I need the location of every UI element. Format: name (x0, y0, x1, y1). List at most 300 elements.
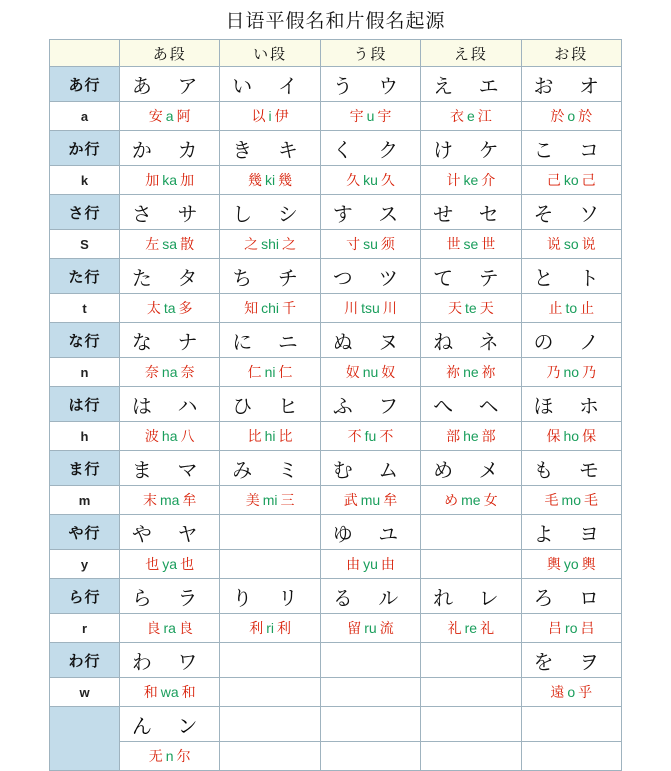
empty-cell (320, 643, 420, 678)
origin-cell (120, 422, 220, 451)
origin-cell (320, 166, 420, 195)
empty-cell (421, 742, 521, 771)
column-header-e: え段 (421, 40, 521, 67)
origin-hiragana-kanji: め (444, 492, 459, 508)
kana-cell: を ヲ (521, 643, 621, 678)
row-romaji-0: a (50, 102, 120, 131)
origin-hiragana-kanji: 於 (550, 108, 565, 124)
table-row-origin (50, 294, 622, 323)
origin-romaji: i (268, 108, 272, 124)
table-row-tail (50, 707, 622, 742)
table-row-origin (50, 358, 622, 387)
origin-romaji: na (161, 364, 178, 380)
origin-cell (120, 294, 220, 323)
origin-katakana-kanji: 毛 (584, 492, 598, 508)
column-header-i: い段 (220, 40, 320, 67)
origin-romaji: tsu (361, 300, 380, 316)
origin-hiragana-kanji: 太 (146, 300, 161, 316)
origin-hiragana-kanji: 祢 (446, 364, 461, 380)
kana-cell: ち チ (220, 259, 320, 294)
kana-cell: く ク (320, 131, 420, 166)
origin-romaji: ki (265, 172, 276, 188)
kana-cell: け ケ (421, 131, 521, 166)
origin-romaji: me (461, 492, 481, 508)
kana-cell: ぬ ヌ (320, 323, 420, 358)
origin-hiragana-kanji: 世 (446, 236, 461, 252)
origin-cell (120, 102, 220, 131)
header-corner (50, 40, 120, 67)
origin-hiragana-kanji: 说 (546, 236, 561, 252)
origin-romaji: ko (563, 172, 579, 188)
origin-hiragana-kanji: 天 (448, 300, 463, 316)
kana-cell: お オ (521, 67, 621, 102)
row-header-5: は行 (50, 387, 120, 422)
origin-hiragana-kanji: 保 (546, 428, 561, 444)
origin-romaji: mi (262, 492, 278, 508)
origin-cell (120, 230, 220, 259)
empty-cell (220, 515, 320, 550)
origin-cell (521, 166, 621, 195)
row-header-0: あ行 (50, 67, 120, 102)
table-row-origin (50, 230, 622, 259)
origin-hiragana-kanji: 之 (244, 236, 259, 252)
table-row (50, 579, 622, 614)
origin-hiragana-kanji: 美 (245, 492, 260, 508)
origin-katakana-kanji: 幾 (278, 172, 293, 188)
origin-hiragana-kanji: 末 (142, 492, 157, 508)
origin-katakana-kanji: 己 (581, 172, 596, 188)
origin-romaji: yu (363, 556, 378, 572)
origin-romaji: se (463, 236, 479, 252)
origin-cell (521, 486, 621, 515)
origin-katakana-kanji: 輿 (581, 556, 596, 572)
origin-hiragana-kanji: 和 (143, 684, 158, 700)
origin-hiragana-kanji: 毛 (544, 492, 559, 508)
table-header-row (50, 40, 622, 67)
kana-cell: ほ ホ (521, 387, 621, 422)
origin-katakana-kanji: 之 (282, 236, 297, 252)
row-romaji-7: y (50, 550, 120, 579)
origin-cell (421, 230, 521, 259)
origin-romaji: o (567, 108, 576, 124)
empty-cell (421, 643, 521, 678)
origin-hiragana-kanji: 奈 (144, 364, 159, 380)
origin-cell (521, 358, 621, 387)
origin-katakana-kanji: 和 (181, 684, 196, 700)
origin-romaji: hi (264, 428, 276, 444)
kana-cell: さ サ (120, 195, 220, 230)
origin-hiragana-kanji: 己 (546, 172, 561, 188)
origin-cell (421, 358, 521, 387)
table-row (50, 451, 622, 486)
kana-cell: つ ツ (320, 259, 420, 294)
origin-katakana-kanji: 部 (481, 428, 496, 444)
origin-katakana-kanji: 尔 (176, 748, 191, 764)
kana-cell: り リ (220, 579, 320, 614)
kana-cell: い イ (220, 67, 320, 102)
origin-hiragana-kanji: 留 (347, 620, 362, 636)
origin-katakana-kanji: 久 (380, 172, 395, 188)
row-romaji-1: k (50, 166, 120, 195)
origin-cell (220, 486, 320, 515)
origin-romaji: ni (264, 364, 276, 380)
origin-hiragana-kanji: 衣 (449, 108, 464, 124)
kana-cell: こ コ (521, 131, 621, 166)
kana-cell: せ セ (421, 195, 521, 230)
origin-romaji: ma (159, 492, 180, 508)
origin-cell (120, 678, 220, 707)
kana-cell: す ス (320, 195, 420, 230)
table-row (50, 259, 622, 294)
origin-romaji: sa (162, 236, 178, 252)
kana-cell: ふ フ (320, 387, 420, 422)
origin-cell (320, 358, 420, 387)
row-romaji-8: r (50, 614, 120, 643)
kana-cell: ね ネ (421, 323, 521, 358)
origin-hiragana-kanji: 幾 (248, 172, 263, 188)
origin-cell (320, 102, 420, 131)
origin-cell (521, 614, 621, 643)
origin-cell (220, 230, 320, 259)
origin-romaji: mo (561, 492, 581, 508)
origin-katakana-kanji: 江 (477, 108, 492, 124)
kana-cell: へ ヘ (421, 387, 521, 422)
origin-hiragana-kanji: 宇 (349, 108, 364, 124)
origin-romaji: so (563, 236, 579, 252)
origin-cell (220, 166, 320, 195)
empty-cell (421, 678, 521, 707)
origin-romaji: mu (360, 492, 381, 508)
origin-hiragana-kanji: 波 (144, 428, 159, 444)
empty-cell (220, 707, 320, 742)
table-row (50, 387, 622, 422)
kana-cell: も モ (521, 451, 621, 486)
origin-romaji: shi (261, 236, 280, 252)
row-romaji-9: w (50, 678, 120, 707)
empty-cell (220, 550, 320, 579)
origin-hiragana-kanji: 部 (446, 428, 461, 444)
origin-cell (220, 422, 320, 451)
origin-cell (320, 614, 420, 643)
kana-cell: ら ラ (120, 579, 220, 614)
origin-hiragana-kanji: 以 (251, 108, 266, 124)
origin-katakana-kanji: 女 (483, 492, 498, 508)
origin-hiragana-kanji: 也 (145, 556, 160, 572)
origin-hiragana-kanji: 由 (346, 556, 361, 572)
kana-cell: よ ヨ (521, 515, 621, 550)
origin-romaji: ka (162, 172, 178, 188)
origin-romaji: e (466, 108, 475, 124)
kana-cell: か カ (120, 131, 220, 166)
origin-cell (220, 294, 320, 323)
origin-katakana-kanji: 仁 (278, 364, 293, 380)
table-row (50, 323, 622, 358)
origin-katakana-kanji: 说 (581, 236, 596, 252)
kana-cell: み ミ (220, 451, 320, 486)
origin-hiragana-kanji: 仁 (247, 364, 262, 380)
origin-romaji: wa (160, 684, 179, 700)
table-row (50, 195, 622, 230)
origin-hiragana-kanji: 止 (548, 300, 563, 316)
origin-romaji: ku (363, 172, 378, 188)
row-header-9: わ行 (50, 643, 120, 678)
table-row-origin (50, 102, 622, 131)
page-title: 日语平假名和片假名起源 (225, 11, 446, 32)
origin-katakana-kanji: 千 (282, 300, 297, 316)
origin-romaji: te (465, 300, 477, 316)
origin-katakana-kanji: 保 (582, 428, 597, 444)
origin-romaji: ke (463, 172, 479, 188)
origin-hiragana-kanji: 遠 (550, 684, 565, 700)
row-header-tail (50, 707, 120, 771)
origin-hiragana-kanji: 加 (145, 172, 160, 188)
empty-cell (220, 678, 320, 707)
origin-romaji: no (563, 364, 580, 380)
origin-hiragana-kanji: 久 (346, 172, 361, 188)
origin-katakana-kanji: 须 (380, 236, 395, 252)
table-row-origin (50, 166, 622, 195)
origin-romaji: chi (261, 300, 280, 316)
origin-katakana-kanji: 不 (379, 428, 394, 444)
kana-cell: め メ (421, 451, 521, 486)
origin-cell (320, 294, 420, 323)
kana-cell: て テ (421, 259, 521, 294)
origin-katakana-kanji: 三 (280, 492, 295, 508)
table-row-tail-origin (50, 742, 622, 771)
origin-romaji: ho (563, 428, 580, 444)
origin-katakana-kanji: 宇 (377, 108, 392, 124)
origin-cell (120, 358, 220, 387)
origin-romaji: o (567, 684, 576, 700)
origin-katakana-kanji: 介 (481, 172, 496, 188)
origin-romaji: n (165, 748, 174, 764)
origin-hiragana-kanji: 川 (344, 300, 359, 316)
origin-romaji: ri (266, 620, 274, 636)
kana-cell: わ ワ (120, 643, 220, 678)
origin-hiragana-kanji: 利 (249, 620, 264, 636)
column-header-u: う段 (320, 40, 420, 67)
origin-katakana-kanji: 比 (278, 428, 293, 444)
kana-cell: え エ (421, 67, 521, 102)
origin-cell (421, 294, 521, 323)
column-header-a: あ段 (120, 40, 220, 67)
origin-cell (120, 486, 220, 515)
kana-cell: た タ (120, 259, 220, 294)
origin-katakana-kanji: 天 (479, 300, 494, 316)
origin-cell (421, 486, 521, 515)
origin-hiragana-kanji: 左 (145, 236, 160, 252)
row-header-2: さ行 (50, 195, 120, 230)
empty-cell (320, 742, 420, 771)
kana-cell: ひ ヒ (220, 387, 320, 422)
origin-hiragana-kanji: 安 (148, 108, 163, 124)
origin-romaji: su (363, 236, 378, 252)
table-row-origin (50, 422, 622, 451)
origin-hiragana-kanji: 无 (148, 748, 163, 764)
kana-origin-table (49, 39, 622, 771)
origin-cell (220, 614, 320, 643)
origin-katakana-kanji: 祢 (481, 364, 496, 380)
origin-katakana-kanji: 世 (481, 236, 496, 252)
origin-katakana-kanji: 伊 (274, 108, 289, 124)
kana-cell: む ム (320, 451, 420, 486)
origin-hiragana-kanji: 比 (247, 428, 262, 444)
row-header-4: な行 (50, 323, 120, 358)
origin-hiragana-kanji: 輿 (546, 556, 561, 572)
row-romaji-5: h (50, 422, 120, 451)
empty-cell (220, 742, 320, 771)
empty-cell (421, 550, 521, 579)
origin-cell (220, 102, 320, 131)
origin-cell (421, 614, 521, 643)
kana-cell: と ト (521, 259, 621, 294)
origin-katakana-kanji: 八 (180, 428, 195, 444)
kana-cell: し シ (220, 195, 320, 230)
origin-katakana-kanji: 乎 (578, 684, 593, 700)
empty-cell (521, 707, 621, 742)
origin-romaji: ya (162, 556, 178, 572)
origin-cell (521, 678, 621, 707)
row-header-3: た行 (50, 259, 120, 294)
origin-cell (521, 550, 621, 579)
row-romaji-3: t (50, 294, 120, 323)
origin-romaji: nu (362, 364, 379, 380)
origin-cell (320, 230, 420, 259)
origin-cell (320, 486, 420, 515)
kana-cell-tail: ん ン (120, 707, 220, 742)
origin-hiragana-kanji: 礼 (447, 620, 462, 636)
origin-katakana-kanji: 礼 (480, 620, 495, 636)
table-body (50, 67, 622, 771)
origin-katakana-kanji: 流 (379, 620, 394, 636)
origin-cell (120, 614, 220, 643)
origin-hiragana-kanji: 奴 (345, 364, 360, 380)
empty-cell (220, 643, 320, 678)
origin-romaji: re (464, 620, 478, 636)
empty-cell (320, 707, 420, 742)
empty-cell (421, 515, 521, 550)
origin-romaji: ra (163, 620, 176, 636)
origin-katakana-kanji: 於 (578, 108, 593, 124)
origin-cell (421, 102, 521, 131)
origin-romaji: ne (463, 364, 479, 380)
origin-katakana-kanji: 止 (580, 300, 595, 316)
origin-katakana-kanji: 由 (380, 556, 395, 572)
kana-cell: き キ (220, 131, 320, 166)
origin-katakana-kanji: 良 (178, 620, 193, 636)
origin-katakana-kanji: 牟 (383, 492, 398, 508)
origin-cell (521, 294, 621, 323)
origin-hiragana-kanji: 计 (446, 172, 461, 188)
origin-katakana-kanji: 牟 (182, 492, 197, 508)
kana-cell: る ル (320, 579, 420, 614)
column-header-o: お段 (521, 40, 621, 67)
kana-cell: な ナ (120, 323, 220, 358)
origin-katakana-kanji: 利 (276, 620, 291, 636)
origin-cell (521, 102, 621, 131)
row-header-6: ま行 (50, 451, 120, 486)
table-row-origin (50, 550, 622, 579)
origin-romaji: yo (563, 556, 579, 572)
origin-katakana-kanji: 奴 (381, 364, 396, 380)
origin-hiragana-kanji: 不 (347, 428, 362, 444)
origin-cell (120, 550, 220, 579)
origin-cell (220, 358, 320, 387)
origin-hiragana-kanji: 知 (244, 300, 259, 316)
row-header-1: か行 (50, 131, 120, 166)
origin-katakana-kanji: 乃 (582, 364, 597, 380)
origin-hiragana-kanji: 武 (343, 492, 358, 508)
kana-cell: ま マ (120, 451, 220, 486)
table-row-origin (50, 678, 622, 707)
origin-hiragana-kanji: 乃 (546, 364, 561, 380)
origin-romaji: he (463, 428, 479, 444)
origin-cell (320, 422, 420, 451)
kana-cell: ゆ ユ (320, 515, 420, 550)
origin-romaji: ha (161, 428, 178, 444)
kana-cell: そ ソ (521, 195, 621, 230)
origin-katakana-kanji: 加 (180, 172, 195, 188)
table-header (50, 40, 622, 67)
origin-hiragana-kanji: 寸 (346, 236, 361, 252)
row-header-7: や行 (50, 515, 120, 550)
kana-cell: ろ ロ (521, 579, 621, 614)
origin-katakana-kanji: 阿 (176, 108, 191, 124)
kana-cell: う ウ (320, 67, 420, 102)
empty-cell (521, 742, 621, 771)
origin-cell (421, 422, 521, 451)
origin-romaji: u (366, 108, 375, 124)
origin-katakana-kanji: 川 (382, 300, 397, 316)
row-romaji-6: m (50, 486, 120, 515)
origin-romaji: ru (364, 620, 377, 636)
kana-cell: は ハ (120, 387, 220, 422)
origin-romaji: fu (364, 428, 377, 444)
empty-cell (320, 678, 420, 707)
origin-katakana-kanji: 奈 (180, 364, 195, 380)
origin-hiragana-kanji: 良 (146, 620, 161, 636)
origin-katakana-kanji: 散 (180, 236, 195, 252)
origin-cell (521, 230, 621, 259)
kana-cell: あ ア (120, 67, 220, 102)
origin-romaji: ta (163, 300, 176, 316)
origin-katakana-kanji: 吕 (580, 620, 595, 636)
row-romaji-4: n (50, 358, 120, 387)
row-romaji-2: S (50, 230, 120, 259)
table-row (50, 643, 622, 678)
table-row (50, 67, 622, 102)
origin-katakana-kanji: 也 (180, 556, 195, 572)
origin-cell (421, 166, 521, 195)
empty-cell (421, 707, 521, 742)
origin-hiragana-kanji: 吕 (548, 620, 563, 636)
origin-cell-tail (120, 742, 220, 771)
row-header-8: ら行 (50, 579, 120, 614)
kana-cell: に ニ (220, 323, 320, 358)
origin-cell (521, 422, 621, 451)
origin-romaji: ro (565, 620, 578, 636)
table-row-origin (50, 486, 622, 515)
table-row-origin (50, 614, 622, 643)
kana-cell: れ レ (421, 579, 521, 614)
origin-katakana-kanji: 多 (178, 300, 193, 316)
origin-cell (320, 550, 420, 579)
table-row (50, 131, 622, 166)
kana-cell: や ヤ (120, 515, 220, 550)
table-row (50, 515, 622, 550)
origin-romaji: to (565, 300, 578, 316)
origin-cell (120, 166, 220, 195)
